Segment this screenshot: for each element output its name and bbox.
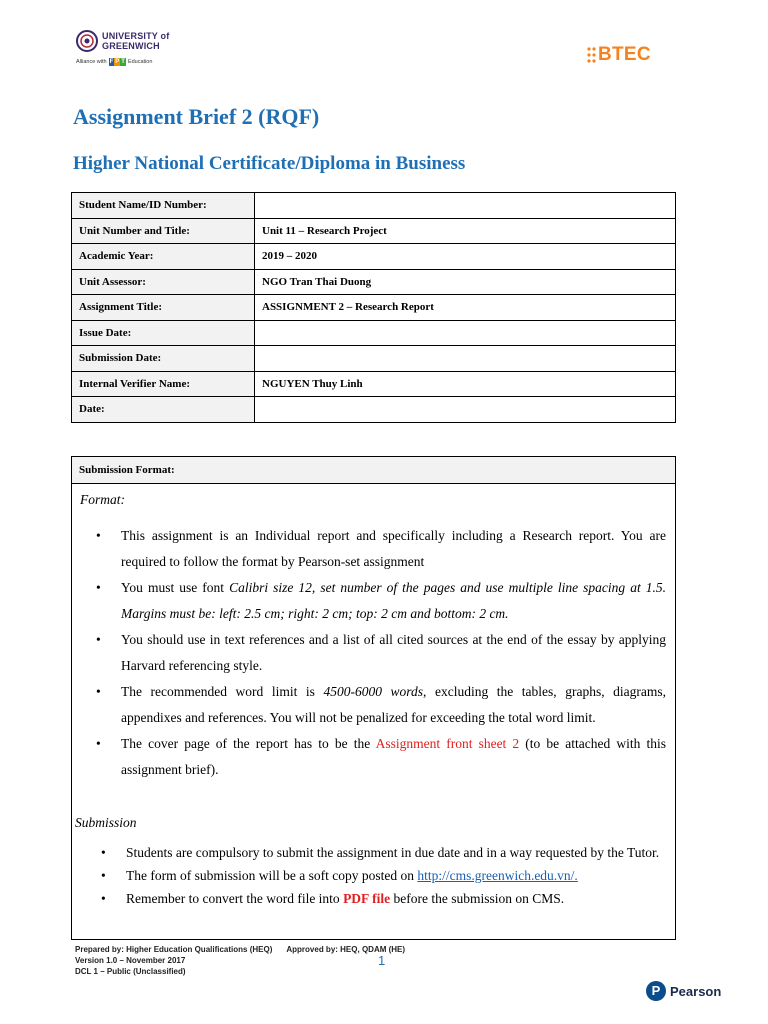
alliance-line — [76, 58, 186, 66]
row-label: Unit Assessor: — [72, 269, 255, 295]
row-label: Unit Number and Title: — [72, 218, 255, 244]
pearson-p-icon: P — [646, 981, 666, 1001]
pearson-text: Pearson — [670, 983, 722, 999]
row-label: Student Name/ID Number: — [72, 193, 255, 219]
row-label: Internal Verifier Name: — [72, 371, 255, 397]
page-number: 1 — [378, 953, 386, 968]
row-value: Unit 11 – Research Project — [255, 218, 676, 244]
row-value: NGUYEN Thuy Linh — [255, 371, 676, 397]
pdf-file-emphasis: PDF file — [343, 891, 391, 906]
page-subtitle: Higher National Certificate/Diploma in Business — [73, 153, 466, 174]
submission-list — [99, 842, 666, 911]
table-row — [72, 371, 676, 397]
row-label: Assignment Title: — [72, 295, 255, 321]
row-label: Issue Date: — [72, 320, 255, 346]
submission-format-heading: Submission Format: — [72, 457, 675, 484]
list-item: • You should use in text references and a list of all cited sources at the end of the essay by applying Harvard referencing style. — [94, 627, 666, 678]
table-row — [72, 295, 676, 321]
approved-by: Approved by: HEQ, QDAM (HE) — [286, 945, 406, 954]
fpt-logo: F P T — [109, 59, 125, 65]
row-value — [255, 346, 676, 372]
table-row — [72, 269, 676, 295]
list-item: • You must use font Calibri size 12, set number of the pages and use multiple line spacing at 1.5. Margins must be: left: 2.5 cm; right: 2 cm; top: 2 cm and bottom: 2 cm. — [94, 575, 666, 626]
page-footer — [75, 944, 405, 977]
btec-text: BTEC — [598, 44, 651, 65]
university-seal-icon — [76, 30, 98, 52]
submission-format-box — [71, 456, 676, 940]
list-item: • Students are compulsory to submit the assignment in due date and in a way requested by the Tutor. — [99, 842, 666, 864]
version-line: Version 1.0 – November 2017 — [75, 956, 186, 965]
assignment-info-table — [71, 192, 676, 423]
row-label: Date: — [72, 397, 255, 423]
row-label: Submission Date: — [72, 346, 255, 372]
list-item: • The cover page of the report has to be the Assignment front sheet 2 (to be attached with this assignment brief). — [94, 731, 666, 782]
logo-text-greenwich: GREENWICH — [102, 41, 160, 51]
row-value: 2019 – 2020 — [255, 244, 676, 270]
alliance-suffix: Education — [127, 59, 153, 65]
pearson-logo — [646, 981, 721, 1001]
table-row — [72, 346, 676, 372]
list-item: • The form of submission will be a soft copy posted on http://cms.greenwich.edu.vn/. — [99, 865, 666, 887]
row-label: Academic Year: — [72, 244, 255, 270]
format-list — [94, 523, 666, 783]
btec-logo — [586, 44, 651, 66]
logo-text-university: UNIVERSITY of — [102, 31, 170, 41]
row-value — [255, 193, 676, 219]
list-item: • Remember to convert the word file into PDF file before the submission on CMS. — [99, 888, 666, 910]
btec-dots-icon — [586, 45, 598, 65]
alliance-prefix: Alliance with — [76, 59, 107, 65]
table-row — [72, 244, 676, 270]
university-of-greenwich-logo — [76, 30, 186, 80]
list-item: • The recommended word limit is 4500-6000 words, excluding the tables, graphs, diagrams, appendixes and references. You will not be penalized for exceeding the total word limit. — [94, 679, 666, 730]
cms-link[interactable]: http://cms.greenwich.edu.vn/. — [417, 868, 578, 883]
prepared-by: Prepared by: Higher Education Qualifications (HEQ) — [75, 945, 273, 954]
row-value: NGO Tran Thai Duong — [255, 269, 676, 295]
table-row — [72, 397, 676, 423]
table-row — [72, 218, 676, 244]
format-label: Format: — [80, 492, 125, 507]
list-item: • This assignment is an Individual report and specifically including a Research report. You are required to follow the format by Pearson-set assignment — [94, 523, 666, 574]
table-row — [72, 193, 676, 219]
row-value: ASSIGNMENT 2 – Research Report — [255, 295, 676, 321]
table-row — [72, 320, 676, 346]
row-value — [255, 397, 676, 423]
row-value — [255, 320, 676, 346]
submission-label: Submission — [75, 815, 137, 830]
dcl-line: DCL 1 – Public (Unclassified) — [75, 967, 186, 976]
page-title: Assignment Brief 2 (RQF) — [73, 104, 320, 129]
front-sheet-reference: Assignment front sheet 2 — [375, 736, 520, 751]
